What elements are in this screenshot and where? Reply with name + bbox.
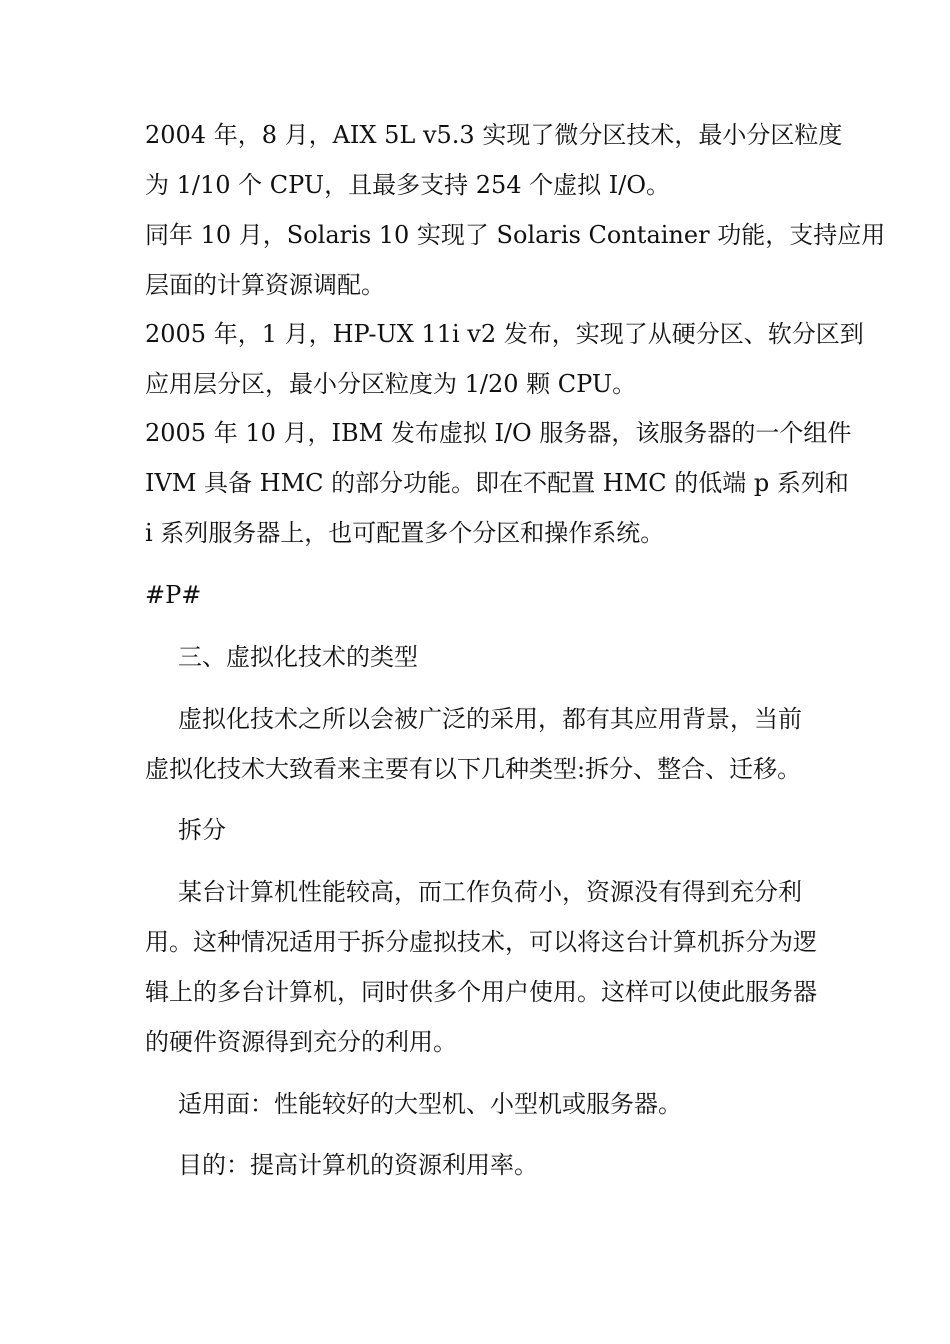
text-line: 层面的计算资源调配。: [145, 271, 385, 299]
text-line: 虚拟化技术大致看来主要有以下几种类型:拆分、整合、迁移。: [145, 755, 802, 783]
text-line: 虚拟化技术之所以会被广泛的采用，都有其应用背景，当前: [178, 705, 802, 733]
text-line: 的硬件资源得到充分的利用。: [145, 1028, 457, 1056]
paragraph-ibm-vio: [145, 408, 852, 558]
page-marker: [145, 570, 815, 620]
text-line: 用。这种情况适用于拆分虚拟技术，可以将这台计算机拆分为逻: [145, 928, 817, 956]
paragraph-purpose: [145, 1140, 815, 1190]
text-line: 辑上的多台计算机，同时供多个用户使用。这样可以使此服务器: [145, 978, 817, 1006]
subheading-split: [145, 805, 815, 855]
text-line: 同年 10 月，Solaris 10 实现了 Solaris Container 功能，支持应用: [145, 221, 886, 249]
text-line: 适用面：性能较好的大型机、小型机或服务器。: [178, 1090, 682, 1118]
text-line: 三、虚拟化技术的类型: [178, 643, 418, 671]
text-line: IVM 具备 HMC 的部分功能。即在不配置 HMC 的低端 p 系列和: [145, 469, 849, 497]
text-line: 应用层分区，最小分区粒度为 1/20 颗 CPU。: [145, 370, 637, 398]
paragraph-hpux: [145, 309, 864, 409]
text-line: 目的：提高计算机的资源利用率。: [178, 1151, 538, 1179]
text-line: 2004 年，8 月，AIX 5L v5.3 实现了微分区技术，最小分区粒度: [145, 121, 843, 149]
paragraph-applicability: [145, 1079, 815, 1129]
text-line: i 系列服务器上，也可配置多个分区和操作系统。: [145, 519, 665, 547]
text-line: 为 1/10 个 CPU，且最多支持 254 个虚拟 I/O。: [145, 171, 671, 199]
paragraph-aix-microparition: [145, 110, 843, 210]
text-line: 某台计算机性能较高，而工作负荷小，资源没有得到充分利: [178, 878, 802, 906]
section-heading: [145, 632, 815, 682]
text-line: 2005 年 10 月，IBM 发布虚拟 I/O 服务器，该服务器的一个组件: [145, 419, 852, 447]
text-line: 2005 年，1 月，HP-UX 11i v2 发布，实现了从硬分区、软分区到: [145, 320, 864, 348]
text-line: #P#: [145, 581, 202, 609]
paragraph-virtualization-types: [145, 694, 815, 794]
text-line: 拆分: [178, 816, 226, 844]
paragraph-split-description: [145, 867, 815, 1067]
paragraph-solaris-container: [145, 210, 886, 310]
